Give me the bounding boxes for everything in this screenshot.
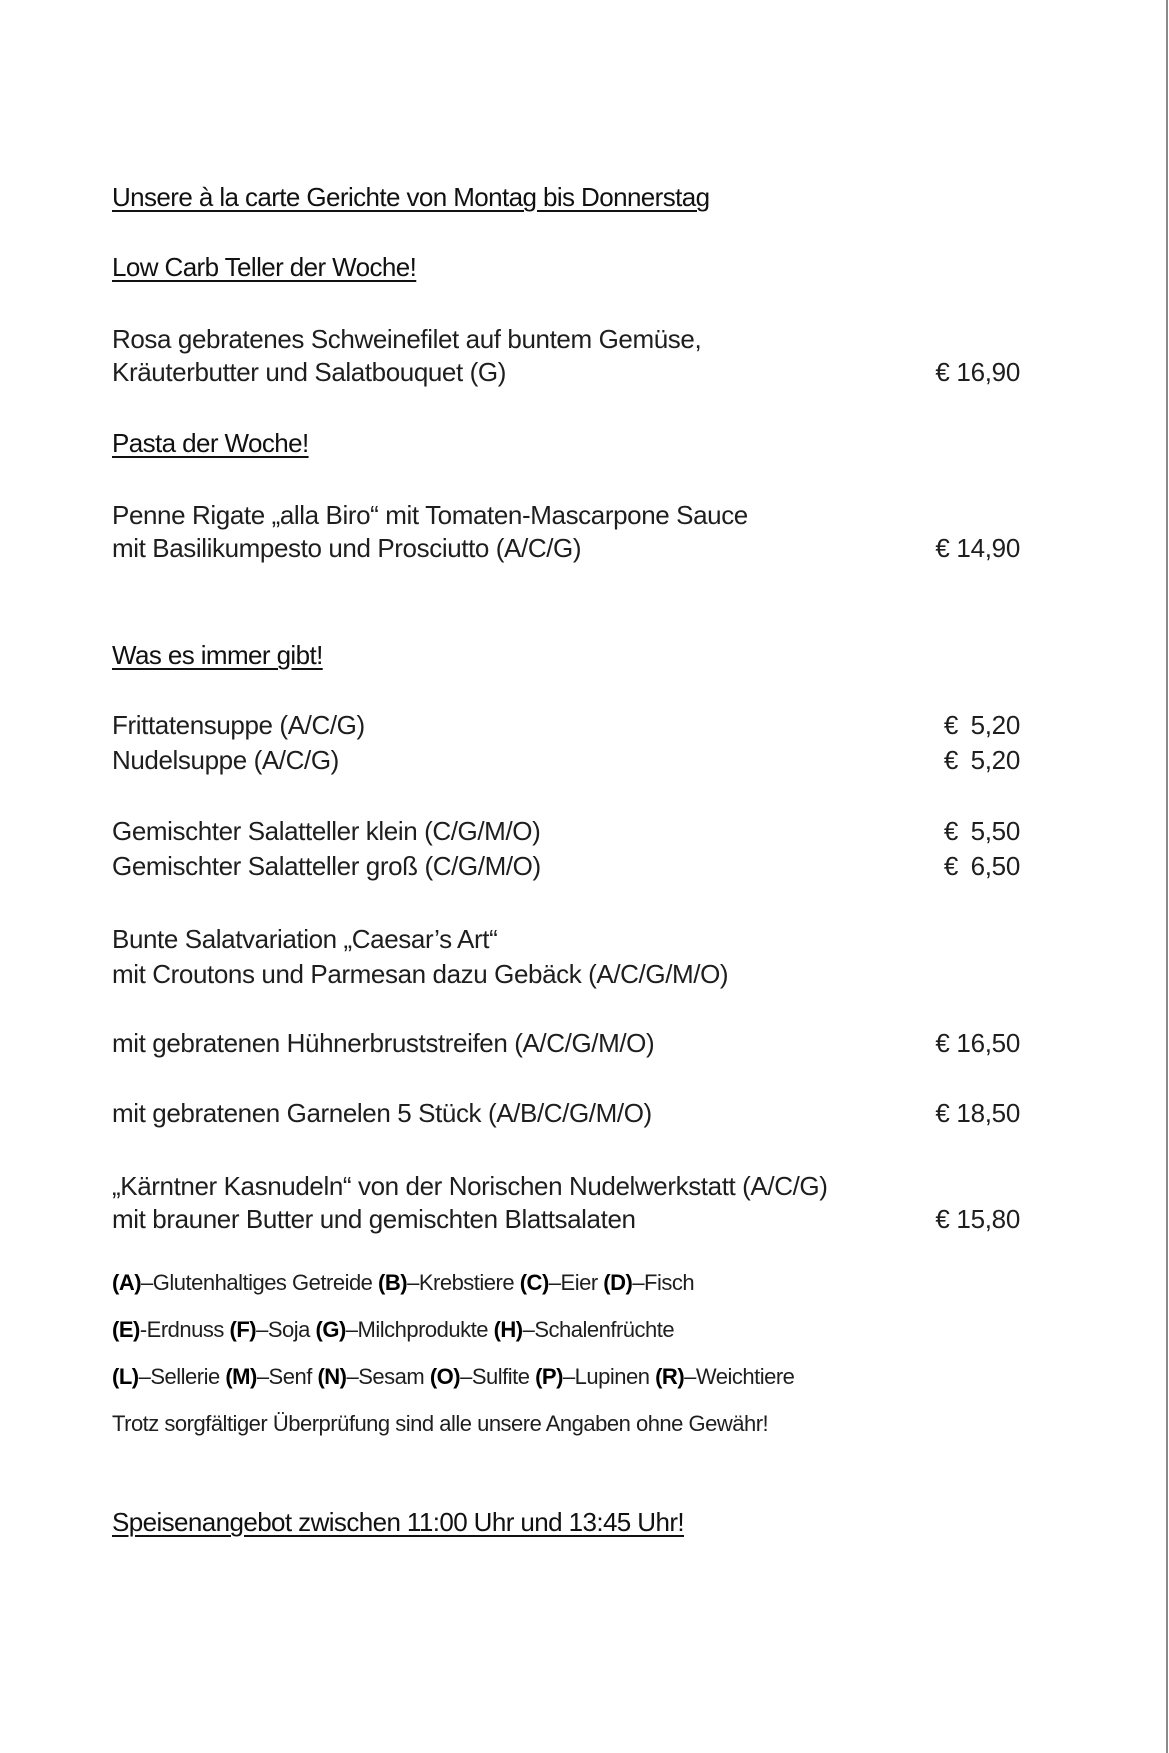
allergen-code: (O)	[429, 1364, 461, 1389]
item-price	[944, 851, 1020, 882]
price-amount: 6,50	[970, 851, 1020, 881]
allergen-label: –Krebstiere	[407, 1270, 515, 1295]
currency-symbol: €	[943, 710, 958, 740]
allergen-code: (N)	[317, 1364, 347, 1389]
allergen-label: –Sesam	[346, 1364, 425, 1389]
price-amount: 18,50	[956, 1098, 1020, 1128]
currency-symbol: €	[935, 533, 950, 563]
allergen-legend-line-1	[112, 1270, 694, 1296]
allergen-code: (G)	[315, 1317, 346, 1342]
section-heading-pasta: Pasta der Woche!	[112, 428, 309, 458]
allergen-label: –Schalenfrüchte	[522, 1317, 675, 1342]
allergen-code: (M)	[225, 1364, 257, 1389]
item-price	[935, 1204, 1020, 1235]
item-price	[935, 1098, 1020, 1129]
menu-item-pasta	[112, 533, 1020, 568]
kasnudeln-description-line-2: mit brauner Butter und gemischten Blattsalaten	[112, 1204, 636, 1234]
allergen-label: –Fisch	[632, 1270, 695, 1295]
allergen-code: (R)	[655, 1364, 685, 1389]
item-price	[944, 745, 1020, 776]
low-carb-description-line-2: Kräuterbutter und Salatbouquet (G)	[112, 357, 506, 387]
disclaimer: Trotz sorgfältiger Überprüfung sind alle unsere Angaben ohne Gewähr!	[112, 1411, 769, 1436]
currency-symbol: €	[943, 851, 958, 881]
price-amount: 16,50	[956, 1028, 1020, 1058]
item-price	[935, 1028, 1020, 1059]
allergen-legend-line-3	[112, 1364, 794, 1390]
price-amount: 5,20	[970, 710, 1020, 740]
allergen-label: –Milchprodukte	[345, 1317, 488, 1342]
currency-symbol: €	[935, 1028, 950, 1058]
item-price	[935, 357, 1020, 388]
currency-symbol: €	[943, 816, 958, 846]
pasta-description-line-2: mit Basilikumpesto und Prosciutto (A/C/G)	[112, 533, 582, 563]
item-name: mit gebratenen Hühnerbruststreifen (A/C/G/M/O)	[112, 1028, 655, 1058]
menu-item	[112, 710, 1020, 745]
allergen-code: (C)	[519, 1270, 549, 1295]
item-name: Nudelsuppe (A/C/G)	[112, 745, 339, 775]
item-price	[944, 710, 1020, 741]
caesar-description-line-1: Bunte Salatvariation „Caesar’s Art“	[112, 924, 498, 954]
pasta-description-line-1: Penne Rigate „alla Biro“ mit Tomaten-Mascarpone Sauce	[112, 500, 748, 530]
item-name: Gemischter Salatteller groß (C/G/M/O)	[112, 851, 541, 881]
item-name: Gemischter Salatteller klein (C/G/M/O)	[112, 816, 541, 846]
item-name: Frittatensuppe (A/C/G)	[112, 710, 365, 740]
allergen-code: (H)	[493, 1317, 523, 1342]
low-carb-description-line-1: Rosa gebratenes Schweinefilet auf buntem Gemüse,	[112, 324, 702, 354]
currency-symbol: €	[935, 1204, 950, 1234]
allergen-label: –Sulfite	[460, 1364, 530, 1389]
page-title: Unsere à la carte Gerichte von Montag bis Donnerstag	[112, 182, 710, 212]
menu-item-caesar-option	[112, 1028, 1020, 1063]
page-edge-divider	[1166, 0, 1168, 1753]
section-heading-always: Was es immer gibt!	[112, 640, 323, 670]
allergen-label: –Lupinen	[562, 1364, 650, 1389]
allergen-code: (L)	[112, 1364, 139, 1389]
allergen-code: (E)	[112, 1317, 140, 1342]
allergen-label: –Soja	[256, 1317, 310, 1342]
menu-item-kasnudeln	[112, 1204, 1020, 1239]
price-amount: 15,80	[956, 1204, 1020, 1234]
item-name: mit gebratenen Garnelen 5 Stück (A/B/C/G/M/O)	[112, 1098, 652, 1128]
allergen-code: (A)	[112, 1270, 142, 1295]
allergen-legend-line-2	[112, 1317, 674, 1343]
section-heading-low-carb: Low Carb Teller der Woche!	[112, 252, 417, 282]
item-price	[944, 816, 1020, 847]
currency-symbol: €	[935, 357, 950, 387]
price-amount: 5,20	[970, 745, 1020, 775]
price-amount: 14,90	[956, 533, 1020, 563]
serving-hours: Speisenangebot zwischen 11:00 Uhr und 13:45 Uhr!	[112, 1507, 685, 1537]
currency-symbol: €	[935, 1098, 950, 1128]
kasnudeln-description-line-1: „Kärntner Kasnudeln“ von der Norischen Nudelwerkstatt (A/C/G)	[112, 1171, 828, 1201]
allergen-code: (F)	[229, 1317, 257, 1342]
allergen-label: –Sellerie	[138, 1364, 220, 1389]
allergen-label: –Senf	[256, 1364, 312, 1389]
menu-item	[112, 816, 1020, 851]
menu-item-caesar-option	[112, 1098, 1020, 1133]
allergen-label: –Glutenhaltiges Getreide	[141, 1270, 373, 1295]
menu-item	[112, 745, 1020, 780]
allergen-label: -Erdnuss	[139, 1317, 224, 1342]
menu-item-low-carb	[112, 357, 1020, 392]
item-price	[935, 533, 1020, 564]
allergen-label: –Eier	[548, 1270, 598, 1295]
allergen-code: (P)	[535, 1364, 563, 1389]
allergen-label: –Weichtiere	[684, 1364, 795, 1389]
allergen-code: (D)	[603, 1270, 633, 1295]
menu-item	[112, 851, 1020, 886]
price-amount: 5,50	[970, 816, 1020, 846]
caesar-description-line-2: mit Croutons und Parmesan dazu Gebäck (A/C/G/M/O)	[112, 959, 729, 989]
currency-symbol: €	[943, 745, 958, 775]
allergen-code: (B)	[378, 1270, 408, 1295]
price-amount: 16,90	[956, 357, 1020, 387]
